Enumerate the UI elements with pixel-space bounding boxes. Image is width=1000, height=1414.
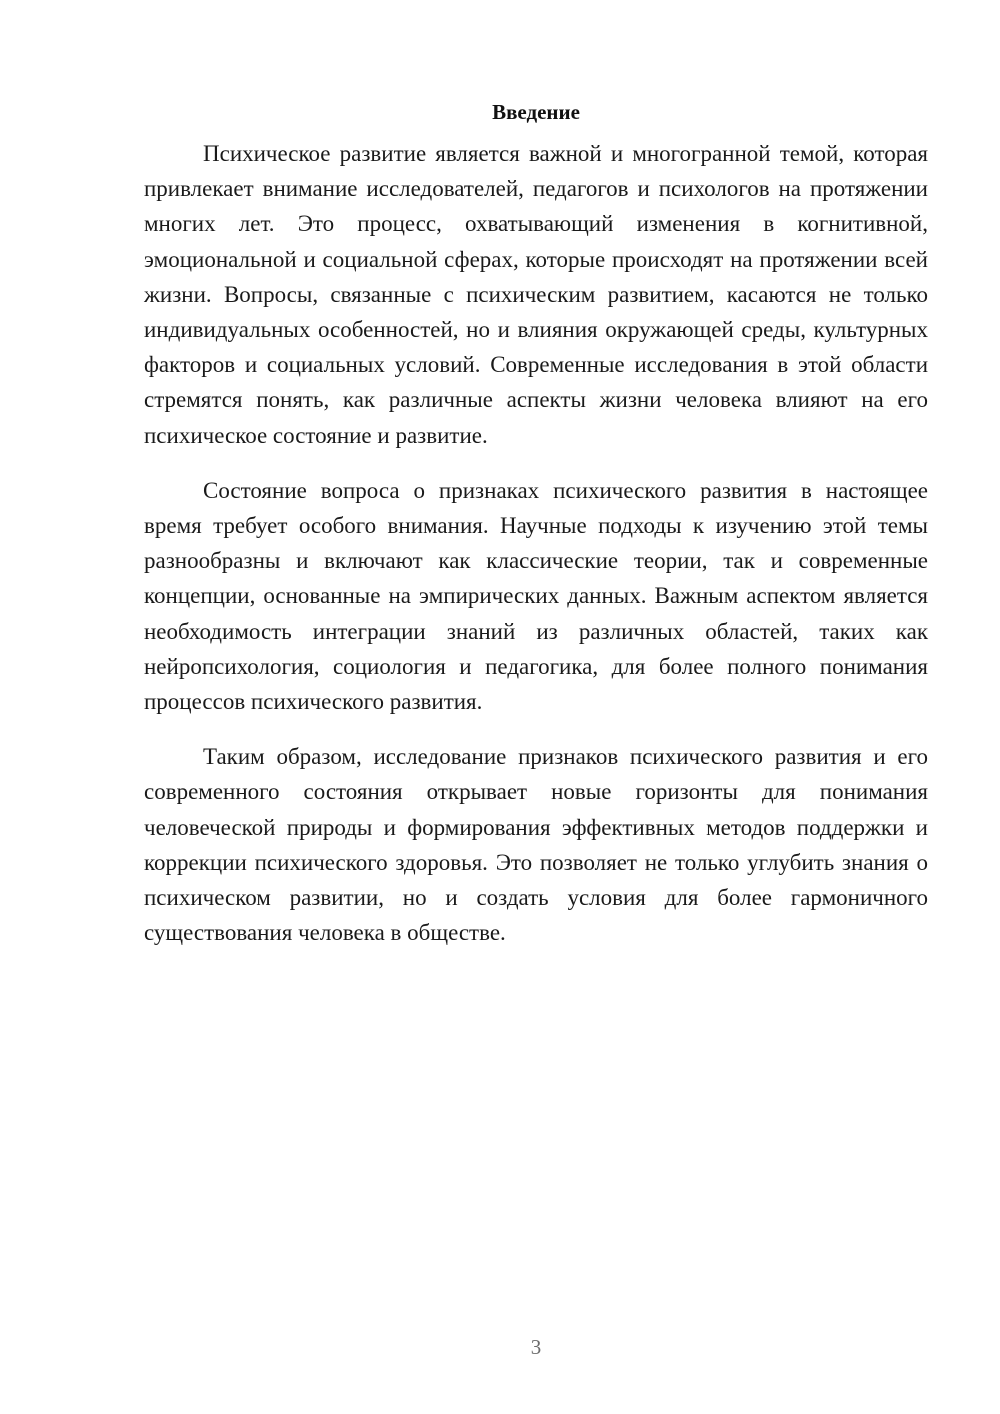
paragraph-2: Состояние вопроса о признаках психического развития в настоящее время требует особого внимания. Научные подходы к изучению этой темы разнообразны и включают как классические теории, так и современные концепции, основанные на эмпирических данных. Важным аспектом является необходимость интеграции знаний из различных областей, таких как нейропсихология, социология и педагогика, для более полного понимания процессов психического развития. bbox=[144, 477, 928, 715]
paragraph-3: Таким образом, исследование признаков психического развития и его современного состояния открывает новые горизонты для понимания человеческой природы и формирования эффективных методов поддержки и коррекции психического здоровья. Это позволяет не только углубить знания о психическом развитии, но и создать условия для более гармоничного существования человека в обществе. bbox=[144, 744, 928, 946]
page-content bbox=[144, 97, 928, 970]
paragraph-1: Психическое развитие является важной и многогранной темой, которая привлекает внимание исследователей, педагогов и психологов на протяжении многих лет. Это процесс, охватывающий изменения в когнитивной, эмоциональной и социальной сферах, которые происходят на протяжении всей жизни. Вопросы, связанные с психическим развитием, касаются не только индивидуальных особенностей, но и влияния окружающей среды, культурных факторов и социальных условий. Современные исследования в этой области стремятся понять, как различные аспекты жизни человека влияют на его психическое состояние и развитие. bbox=[144, 141, 928, 448]
section-title: Введение bbox=[492, 100, 580, 124]
page-number: 3 bbox=[530, 1335, 542, 1359]
